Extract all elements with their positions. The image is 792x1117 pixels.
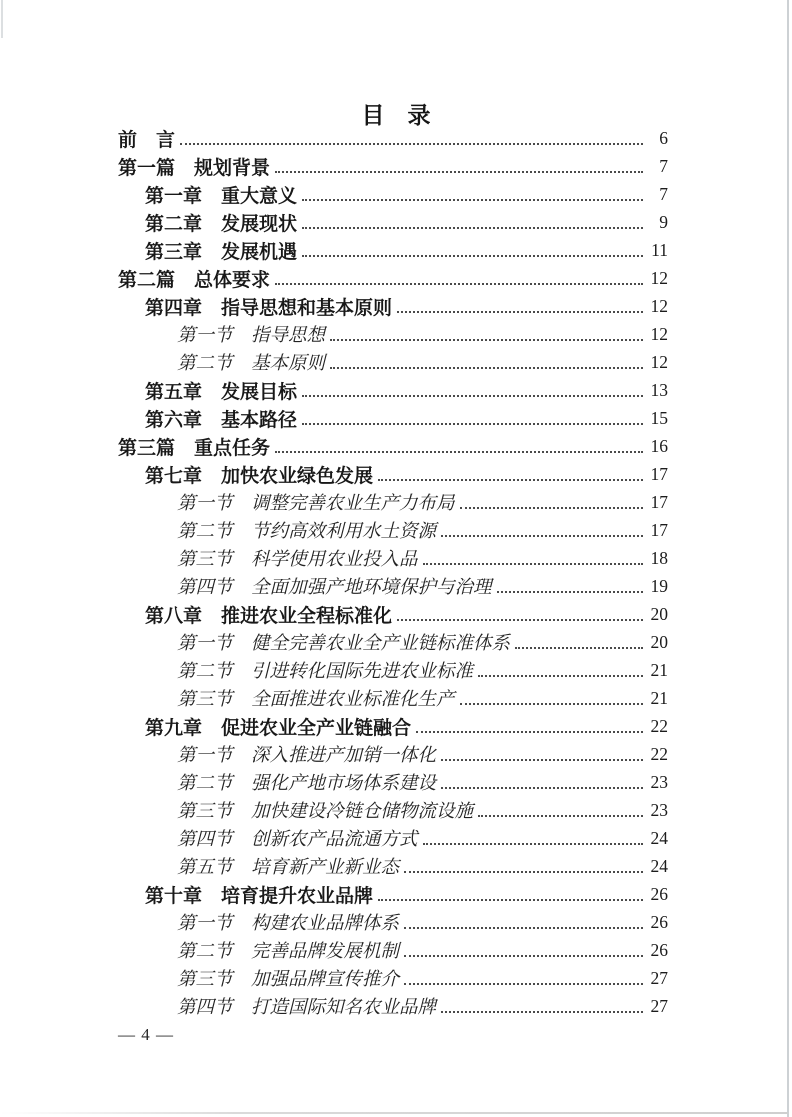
- toc-entry-page: 27: [650, 967, 668, 988]
- toc-entry[interactable]: [118, 236, 668, 264]
- dot-leader: [441, 1011, 643, 1013]
- dot-leader: [330, 367, 643, 369]
- toc-entry-page: 22: [650, 743, 668, 764]
- scan-edge-bottom: [0, 1112, 788, 1114]
- toc-entry-page: 21: [650, 687, 668, 708]
- dot-leader: [404, 955, 643, 957]
- toc-entry-page: 12: [650, 351, 668, 372]
- toc-entry-label: 第四章 指导思想和基本原则: [145, 297, 393, 319]
- toc-entry[interactable]: [118, 180, 668, 208]
- toc-entry-page: 26: [650, 911, 668, 932]
- toc-entry-label: 第三节 科学使用农业投入品: [177, 549, 418, 570]
- toc-entry-page: 11: [651, 239, 668, 260]
- toc-entry-label: 第一节 健全完善农业全产业链标准体系: [177, 633, 511, 654]
- toc-entry-label: 第二节 完善品牌发展机制: [177, 941, 400, 962]
- toc-entry[interactable]: [118, 320, 668, 348]
- toc-entry-label: 第十章 培育提升农业品牌: [145, 885, 374, 907]
- toc-entry-page: 16: [650, 435, 668, 456]
- toc-entry-label: 第一节 调整完善农业生产力布局: [177, 493, 455, 514]
- toc-entry-label: 第七章 加快农业绿色发展: [145, 465, 374, 487]
- dot-leader: [275, 171, 643, 173]
- toc-entry[interactable]: [118, 404, 668, 432]
- toc-entry[interactable]: [118, 824, 668, 852]
- toc-entry-page: 17: [650, 519, 668, 540]
- toc-entry-page: 13: [650, 379, 668, 400]
- toc-entry-page: 20: [650, 603, 668, 624]
- toc-entry-page: 24: [650, 855, 668, 876]
- dot-leader: [423, 843, 643, 845]
- toc-entry[interactable]: [118, 488, 668, 516]
- dot-leader: [397, 311, 643, 313]
- toc-entry-label: 第二章 发展现状: [145, 213, 298, 235]
- toc-entry-page: 27: [650, 995, 668, 1016]
- dot-leader: [515, 647, 643, 649]
- toc-entry[interactable]: [118, 936, 668, 964]
- toc-entry-label: 第三章 发展机遇: [145, 241, 298, 263]
- toc-entry-label: 第二节 引进转化国际先进农业标准: [177, 661, 474, 682]
- toc-entry-page: 19: [650, 575, 668, 596]
- dot-leader: [460, 703, 643, 705]
- dot-leader: [441, 759, 643, 761]
- toc-entry-page: 26: [650, 883, 668, 904]
- toc-entry[interactable]: [118, 964, 668, 992]
- toc-list: [118, 124, 668, 1020]
- toc-entry-page: 26: [650, 939, 668, 960]
- toc-entry-label: 第三节 全面推进农业标准化生产: [177, 689, 455, 710]
- toc-entry-page: 15: [650, 407, 668, 428]
- toc-entry[interactable]: [118, 460, 668, 488]
- scan-edge-right: [787, 0, 789, 1117]
- toc-entry-label: 第一节 构建农业品牌体系: [177, 913, 400, 934]
- dot-leader: [441, 787, 643, 789]
- toc-entry[interactable]: [118, 376, 668, 404]
- dot-leader: [330, 339, 643, 341]
- toc-entry[interactable]: [118, 124, 668, 152]
- dot-leader: [302, 395, 643, 397]
- toc-entry-label: 前 言: [118, 129, 176, 151]
- dot-leader: [460, 507, 643, 509]
- toc-entry-label: 第一节 指导思想: [177, 325, 326, 346]
- dot-leader: [404, 871, 643, 873]
- toc-entry[interactable]: [118, 796, 668, 824]
- toc-entry[interactable]: [118, 348, 668, 376]
- dot-leader: [180, 143, 643, 145]
- toc-entry-label: 第四节 打造国际知名农业品牌: [177, 997, 437, 1018]
- toc-entry-label: 第三节 加强品牌宣传推介: [177, 969, 400, 990]
- toc-entry[interactable]: [118, 852, 668, 880]
- dot-leader: [404, 983, 643, 985]
- toc-entry[interactable]: [118, 544, 668, 572]
- toc-entry-label: 第六章 基本路径: [145, 409, 298, 431]
- toc-entry-page: 17: [650, 463, 668, 484]
- toc-entry-page: 7: [659, 155, 668, 176]
- toc-entry-label: 第八章 推进农业全程标准化: [145, 605, 393, 627]
- toc-entry-label: 第二节 强化产地市场体系建设: [177, 773, 437, 794]
- dot-leader: [397, 619, 643, 621]
- dot-leader: [378, 479, 643, 481]
- toc-entry-page: 23: [650, 771, 668, 792]
- toc-entry-page: 12: [650, 323, 668, 344]
- toc-entry-page: 20: [650, 631, 668, 652]
- dot-leader: [478, 815, 643, 817]
- toc-entry[interactable]: [118, 600, 668, 628]
- toc-entry-label: 第四节 全面加强产地环境保护与治理: [177, 577, 492, 598]
- toc-entry[interactable]: [118, 152, 668, 180]
- toc-entry[interactable]: [118, 768, 668, 796]
- toc-entry[interactable]: [118, 572, 668, 600]
- toc-entry[interactable]: [118, 712, 668, 740]
- page-number-footer: — 4 —: [118, 1025, 174, 1044]
- dot-leader: [497, 591, 643, 593]
- toc-entry-label: 第二节 节约高效利用水土资源: [177, 521, 437, 542]
- toc-entry[interactable]: [118, 656, 668, 684]
- toc-entry[interactable]: [118, 264, 668, 292]
- toc-entry[interactable]: [118, 684, 668, 712]
- toc-entry-label: 第三篇 重点任务: [118, 437, 271, 459]
- toc-entry[interactable]: [118, 880, 668, 908]
- dot-leader: [404, 927, 643, 929]
- toc-entry[interactable]: [118, 740, 668, 768]
- toc-entry-page: 21: [650, 659, 668, 680]
- toc-entry[interactable]: [118, 516, 668, 544]
- toc-entry-page: 6: [659, 127, 668, 148]
- toc-entry[interactable]: [118, 992, 668, 1020]
- toc-entry-label: 第五节 培育新产业新业态: [177, 857, 400, 878]
- toc-entry-label: 第四节 创新农产品流通方式: [177, 829, 418, 850]
- toc-entry[interactable]: [118, 432, 668, 460]
- dot-leader: [416, 731, 643, 733]
- toc-entry-page: 24: [650, 827, 668, 848]
- page-title: 目 录: [361, 102, 431, 128]
- toc-entry-page: 12: [650, 267, 668, 288]
- toc-entry-label: 第三节 加快建设冷链仓储物流设施: [177, 801, 474, 822]
- toc-entry-label: 第一节 深入推进产加销一体化: [177, 745, 437, 766]
- toc-entry-page: 12: [650, 295, 668, 316]
- toc-entry-page: 18: [650, 547, 668, 568]
- dot-leader: [423, 563, 643, 565]
- toc-entry-label: 第一篇 规划背景: [118, 157, 271, 179]
- toc-entry[interactable]: [118, 908, 668, 936]
- dot-leader: [302, 255, 643, 257]
- scan-edge-top-left: [1, 0, 3, 38]
- toc-entry-page: 9: [659, 211, 668, 232]
- toc-entry-page: 7: [659, 183, 668, 204]
- toc-entry-label: 第一章 重大意义: [145, 185, 298, 207]
- toc-entry[interactable]: [118, 292, 668, 320]
- dot-leader: [441, 535, 643, 537]
- toc-entry-page: 22: [650, 715, 668, 736]
- dot-leader: [302, 199, 643, 201]
- toc-entry-page: 23: [650, 799, 668, 820]
- toc-entry[interactable]: [118, 628, 668, 656]
- dot-leader: [378, 899, 643, 901]
- toc-entry-label: 第五章 发展目标: [145, 381, 298, 403]
- toc-entry-label: 第九章 促进农业全产业链融合: [145, 717, 412, 739]
- toc-entry[interactable]: [118, 208, 668, 236]
- dot-leader: [302, 423, 643, 425]
- dot-leader: [275, 283, 643, 285]
- toc-entry-label: 第二节 基本原则: [177, 353, 326, 374]
- toc-entry-label: 第二篇 总体要求: [118, 269, 271, 291]
- dot-leader: [302, 227, 643, 229]
- dot-leader: [275, 451, 643, 453]
- dot-leader: [478, 675, 643, 677]
- toc-entry-page: 17: [650, 491, 668, 512]
